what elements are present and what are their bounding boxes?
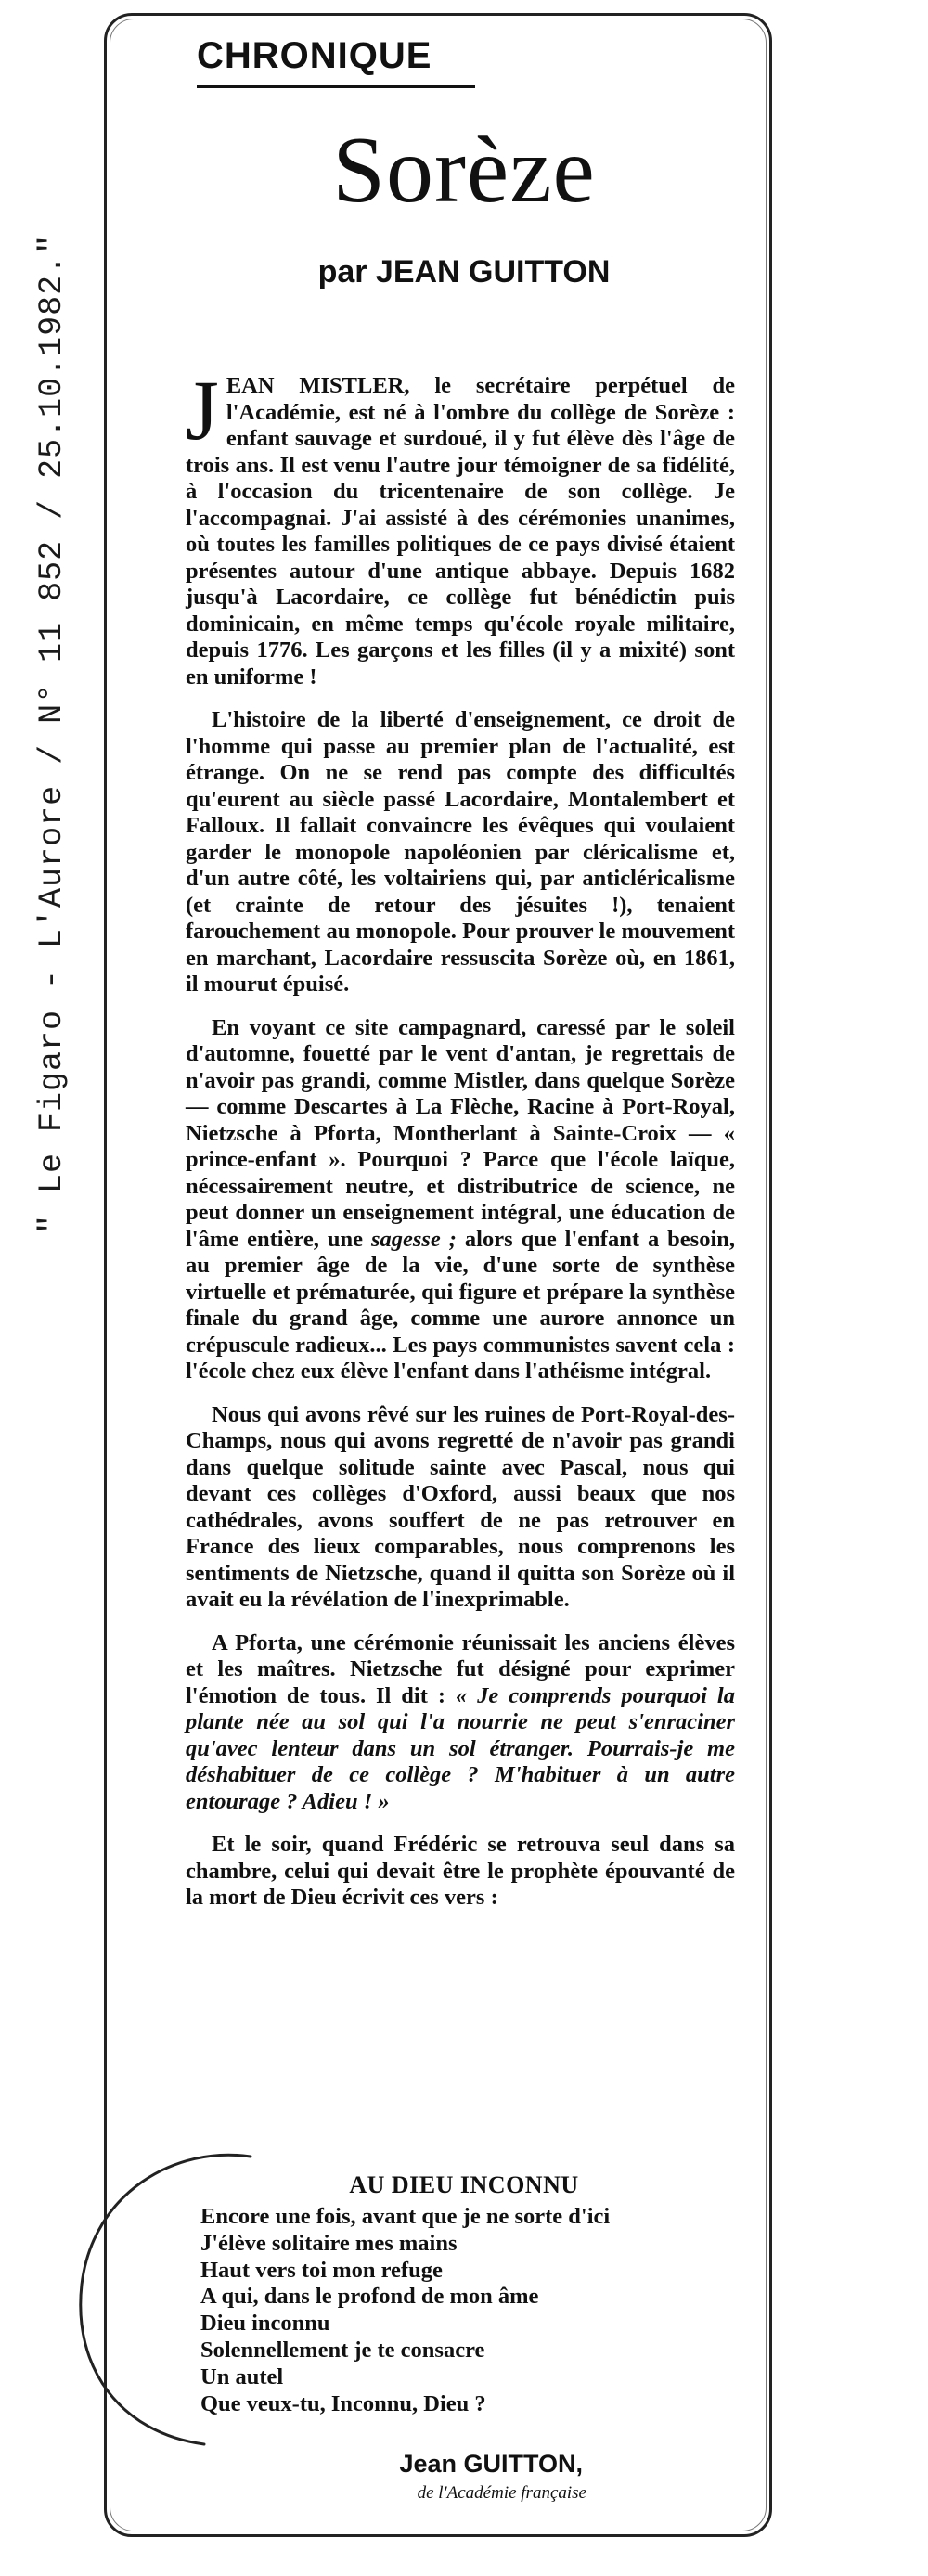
author-signature: Jean GUITTON, [399, 2450, 583, 2478]
author-affiliation: de l'Académie française [417, 2483, 586, 2503]
paragraph-1-text: EAN MISTLER, le secrétaire perpétuel de l'Académie, est né à l'ombre du collège de Sorèze : enfant sauvage et surdoué, il y fut élève dès l'âge de trois ans. Il est venu l'autre jour témoigner de sa fidélité, à l'occasion du tricentenaire de son collège. Je l'accompagnai. J'ai assisté à des cérémonies unanimes, où toutes les familles politiques de ce pays divisé étaient présentes autour d'une antique abbaye. Depuis 1682 jusqu'à Lacordaire, ce collège fut bénédictin puis dominicain, en même temps qu'école royale militaire, depuis 1776. Les garçons et les filles (il y a mixité) sont en uniforme ! [186, 373, 735, 689]
drop-cap: J [186, 363, 219, 457]
poem-line: Encore une fois, avant que je ne sorte d'ici [200, 2204, 611, 2229]
nietzsche-quote: « Je comprends pourquoi la plante née au sol qui l'a nourrie ne peut s'enraciner qu'avec lenteur dans un sol étranger. Pourrais-je me déshabituer de ce collège ? M'habituer à un autre entourage ? Adieu ! » [186, 1682, 735, 1814]
paragraph-5-text: A Pforta, une cérémonie réunissait les anciens élèves et les maîtres. Nietzsche fut désigné pour exprimer l'émotion de tous. Il dit : [186, 1629, 735, 1708]
poem-line: Dieu inconnu [200, 2311, 330, 2337]
poem [200, 2204, 739, 2417]
article-title: Sorèze [332, 118, 596, 223]
paragraph-3-text-a: En voyant ce site campagnard, caressé par le soleil d'automne, fouetté par le vent d'antan, je regrettais de n'avoir pas grandi, comme Mistler, dans quelque Sorèze — comme Descartes à La Flèche, Racine à Port-Royal, Nietzsche à Pforta, Montherlant à Sainte-Croix — « prince-enfant ». Pourquoi ? Parce que l'école laïque, nécessairement neutre, et distributrice de science, ne peut donner un enseignement intégral, une éducation de l'âme entière, une [186, 1014, 735, 1252]
paragraph-3 [186, 1015, 735, 1385]
poem-line: J'élève solitaire mes mains [200, 2230, 458, 2256]
rubric-underline [197, 85, 475, 88]
section-rubric: CHRONIQUE [197, 35, 432, 76]
poem-line: Que veux-tu, Inconnu, Dieu ? [200, 2390, 486, 2416]
paragraph-4: Nous qui avons rêvé sur les ruines de Port-Royal-des-Champs, nous qui avons regretté de n'avoir pas grandi dans quelque solitude sainte avec Pascal, nous qui devant ces collèges d'Oxford, aussi beaux que nos cathédrales, avons souffert de ne pas retrouver en France des lieux comparables, nous comprenons les sentiments de Nietzsche, quand il quitta son Sorèze où il avait eu la révélation de l'inexprimable. [186, 1401, 735, 1612]
article-byline: par JEAN GUITTON [317, 254, 611, 290]
paragraph-3-text-b: alors que l'enfant a besoin, au premier âge de la vie, d'une sorte de synthèse virtuelle et prématurée, qui figure et prépare la synthèse finale du grand âge, comme une aurore annonce un crépuscule radieux... Les pays communistes savent cela : l'école chez eux élève l'enfant dans l'athéisme intégral. [186, 1226, 736, 1384]
archive-reference-text: " Le Figaro - L'Aurore / N° 11 852 / 25.10.1982." [33, 233, 71, 1234]
paragraph-5 [186, 1630, 735, 1816]
poem-line: Haut vers toi mon refuge [200, 2257, 443, 2283]
article-body [186, 363, 736, 1928]
poem-line: Solennellement je te consacre [200, 2337, 485, 2363]
poem-line: A qui, dans le profond de mon âme [200, 2284, 539, 2310]
poem-title: AU DIEU INCONNU [349, 2171, 579, 2198]
paragraph-3-emphasis: sagesse ; [370, 1226, 457, 1252]
paragraph-1 [186, 363, 735, 690]
paragraph-2: L'histoire de la liberté d'enseignement, ce droit de l'homme qui passe au premier plan de l'actualité, est étrange. On ne se rend pas compte des difficultés qu'eurent au siècle passé Lacordaire, Montalembert et Falloux. Il fallait convaincre les évêques qui voulaient garder le monopole napoléonien par cléricalisme et, d'un autre côté, les voltairiens qui, par anticléricalisme (et crainte de retour des jésuites !), tenaient farouchement au monopole. Pour prouver le mouvement en marchant, Lacordaire ressuscita Sorèze où, en 1861, il mourut épuisé. [186, 707, 735, 997]
paragraph-6: Et le soir, quand Frédéric se retrouva seul dans sa chambre, celui qui devait être le prophète épouvanté de la mort de Dieu écrivit ces vers : [186, 1832, 735, 1910]
poem-line: Un autel [200, 2363, 284, 2389]
